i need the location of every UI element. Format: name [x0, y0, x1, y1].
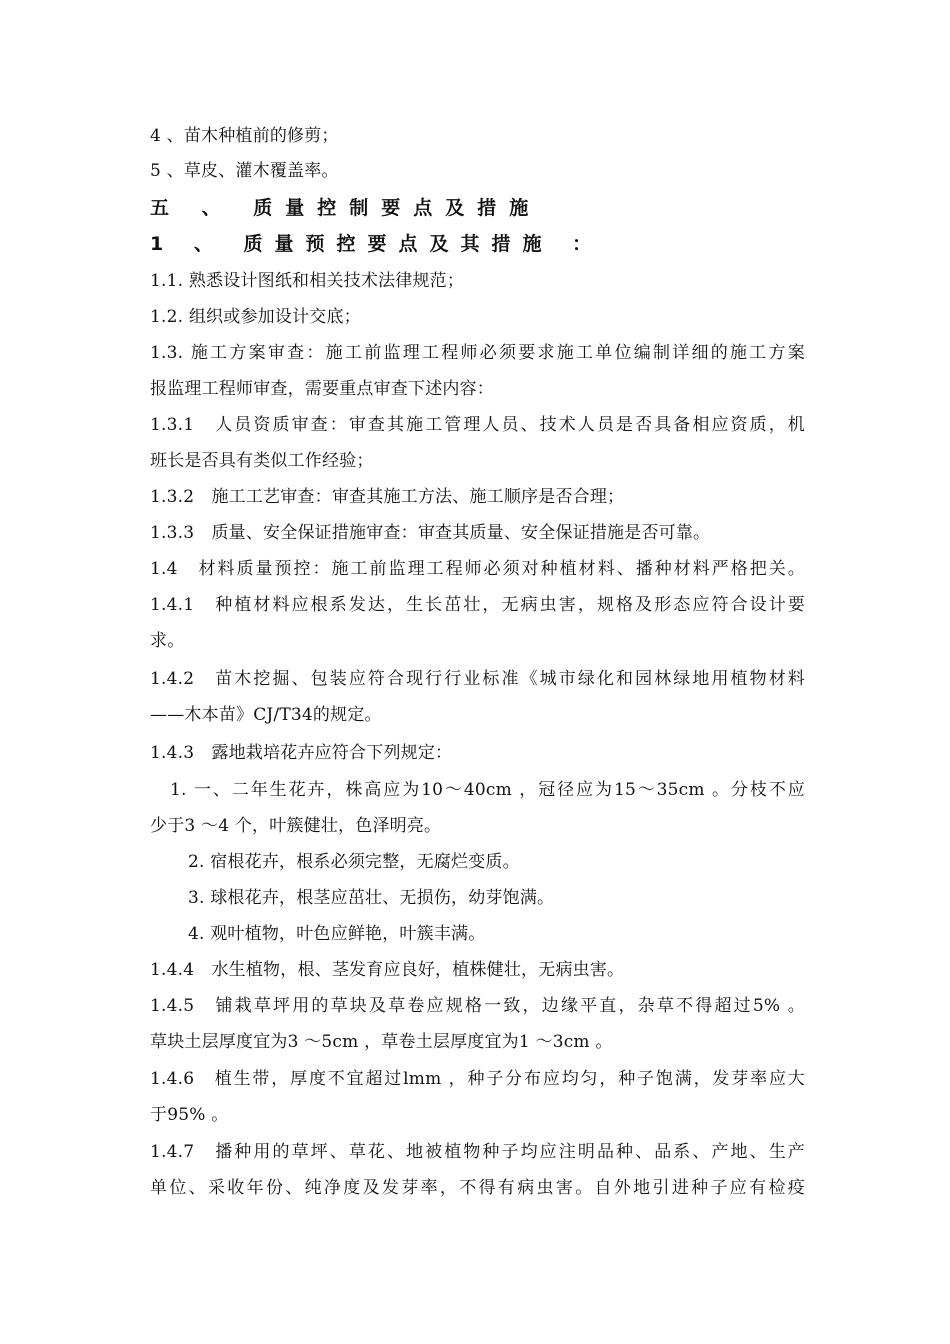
subsection-heading-preventive-control: 1 、 质量预控要点及其措施 ： — [150, 233, 604, 255]
paragraph-1-3-1-line1: 1.3.1 人员资质审查：审查其施工管理人员、技术人员是否具备相应资质，机 — [150, 415, 805, 435]
paragraph-1-4: 1.4 材料质量预控：施工前监理工程师必须对种植材料、播种材料严格把关。 — [150, 559, 805, 579]
paragraph-1-4-1-line1: 1.4.1 种植材料应根系发达，生长茁壮，无病虫害，规格及形态应符合设计要 — [150, 595, 805, 615]
paragraph-1-4-3: 1.4.3 露地栽培花卉应符合下列规定： — [150, 743, 453, 763]
list-item-pruning: 4 、苗木种植前的修剪； — [150, 126, 339, 146]
paragraph-1-4-6-line1: 1.4.6 植生带，厚度不宜超过lmm ，种子分布应均匀，种子饱满，发芽率应大 — [150, 1069, 805, 1089]
list-item-perennial-flowers: 2. 宿根花卉，根系必须完整，无腐烂变质。 — [188, 852, 520, 872]
paragraph-1-3-2: 1.3.2 施工工艺审查：审查其施工方法、施工顺序是否合理； — [150, 487, 625, 507]
list-item-coverage: 5 、草皮、灌木覆盖率。 — [150, 161, 339, 181]
paragraph-1-4-2-line1: 1.4.2 苗木挖掘、包装应符合现行行业标准《城市绿化和园林绿地用植物材料 — [150, 669, 805, 689]
list-item-annual-flowers-line1: 1. 一、二年生花卉，株高应为10～40cm ，冠径应为15～35cm 。分枝不应 — [170, 780, 805, 800]
paragraph-1-3-3: 1.3.3 质量、安全保证措施审查：审查其质量、安全保证措施是否可靠。 — [150, 523, 711, 543]
paragraph-1-4-7-line1: 1.4.7 播种用的草坪、草花、地被植物种子均应注明品种、品系、产地、生产 — [150, 1142, 805, 1162]
paragraph-1-4-5-line2: 草块土层厚度宜为3 ～5cm ，草卷土层厚度宜为1 ～3cm 。 — [150, 1032, 613, 1052]
list-item-bulb-flowers: 3. 球根花卉，根茎应茁壮、无损伤，幼芽饱满。 — [188, 888, 555, 908]
paragraph-1-2: 1.2. 组织或参加设计交底； — [150, 307, 361, 327]
section-heading-quality-control: 五 、 质量控制要点及措施 — [150, 197, 542, 219]
paragraph-1-4-4: 1.4.4 水生植物，根、茎发育应良好，植株健壮，无病虫害。 — [150, 960, 625, 980]
paragraph-1-4-5-line1: 1.4.5 铺栽草坪用的草块及草卷应规格一致，边缘平直，杂草不得超过5% 。 — [150, 996, 805, 1016]
paragraph-1-3-line1: 1.3. 施工方案审查：施工前监理工程师必须要求施工单位编制详细的施工方案 — [150, 343, 805, 363]
list-item-annual-flowers-line2: 少于3 ～4 个，叶簇健壮，色泽明亮。 — [150, 816, 442, 836]
paragraph-1-4-1-line2: 求。 — [150, 631, 185, 651]
paragraph-1-3-line2: 报监理工程师审查，需要重点审查下述内容： — [150, 379, 494, 399]
paragraph-1-3-1-line2: 班长是否具有类似工作经验； — [150, 451, 374, 471]
list-item-foliage-plants: 4. 观叶植物，叶色应鲜艳，叶簇丰满。 — [188, 924, 486, 944]
paragraph-1-1: 1.1. 熟悉设计图纸和相关技术法律规范； — [150, 271, 465, 291]
paragraph-1-4-2-line2: ——木本苗》CJ/T34的规定。 — [150, 705, 382, 725]
paragraph-1-4-6-line2: 于95% 。 — [150, 1105, 229, 1125]
paragraph-1-4-7-line2: 单位、采收年份、纯净度及发芽率，不得有病虫害。自外地引进种子应有检疫 — [150, 1178, 805, 1198]
